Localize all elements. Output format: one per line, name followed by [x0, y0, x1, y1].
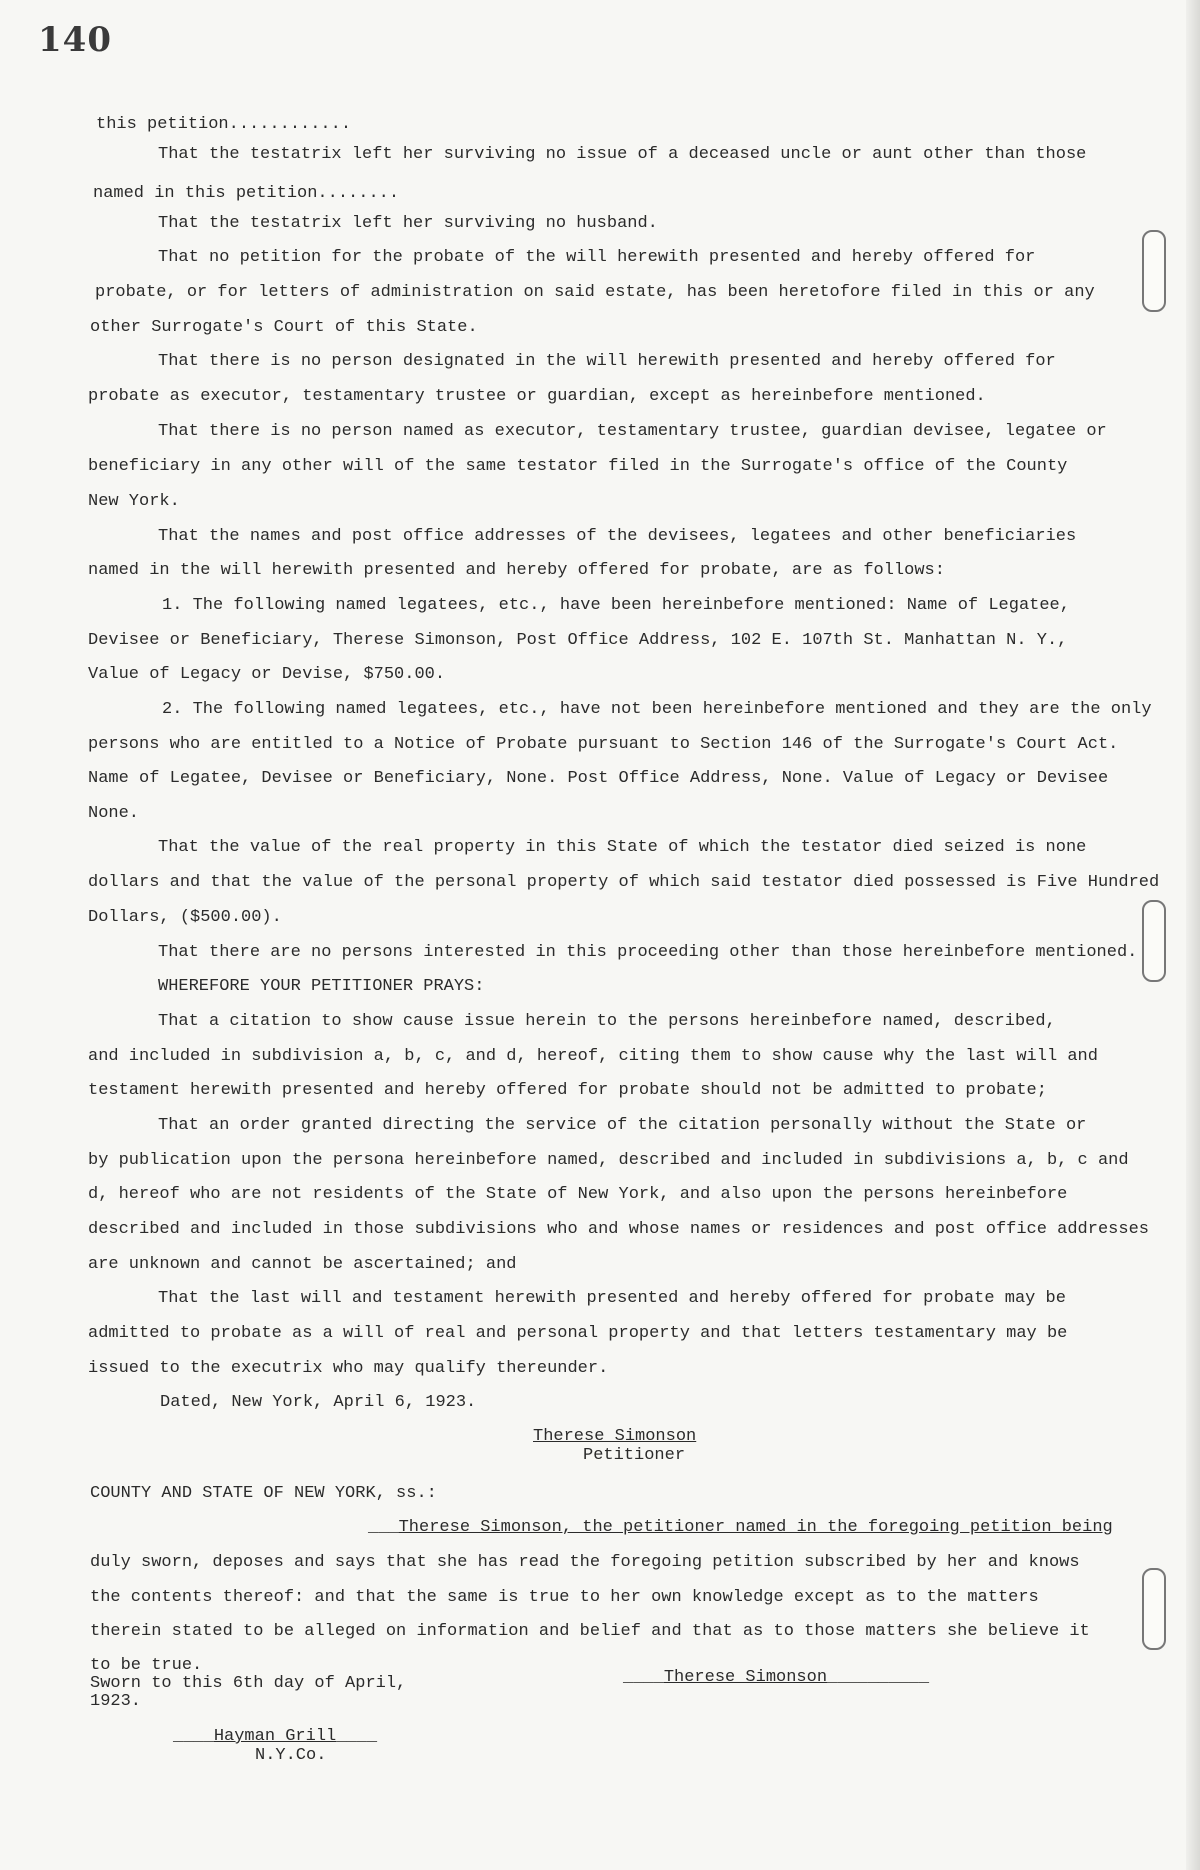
text-line: and included in subdivision a, b, c, and d, hereof, citing them to show cause why the last will and: [88, 1047, 1098, 1066]
sworn-line: Sworn to this 6th day of April,: [90, 1674, 407, 1693]
text-line: Dated, New York, April 6, 1923.: [160, 1393, 477, 1412]
venue-line: COUNTY AND STATE OF NEW YORK, ss.:: [90, 1484, 437, 1503]
notary-county: N.Y.Co.: [255, 1746, 327, 1765]
text-line: Devisee or Beneficiary, Therese Simonson, Post Office Address, 102 E. 107th St. Manhattan N. Y.,: [88, 631, 1068, 650]
affiant-signature: Therese Simonson: [663, 1668, 828, 1687]
text-line: That the testatrix left her surviving no issue of a deceased uncle or aunt other than those: [158, 145, 1087, 164]
text-line: That there is no person named as executor, testamentary trustee, guardian devisee, legatee or: [158, 422, 1107, 441]
verification-line: to be true.: [90, 1656, 203, 1675]
text-line: other Surrogate's Court of this State.: [90, 318, 478, 337]
text-line: That no petition for the probate of the will herewith presented and hereby offered for: [158, 248, 1036, 267]
text-line: by publication upon the persona hereinbefore named, described and included in subdivisions a, b, c and: [88, 1151, 1129, 1170]
text-line: admitted to probate as a will of real and personal property and that letters testamentary may be: [88, 1324, 1068, 1343]
binder-hole: [1142, 900, 1166, 982]
sworn-year: 1923.: [90, 1692, 142, 1711]
text-line: issued to the executrix who may qualify thereunder.: [88, 1359, 609, 1378]
binder-hole: [1142, 230, 1166, 312]
text-line: named in this petition........: [93, 184, 400, 203]
text-line: That an order granted directing the service of the citation personally without the State or: [158, 1116, 1087, 1135]
text-line: Dollars, ($500.00).: [88, 908, 282, 927]
verification-line: the contents thereof: and that the same is true to her own knowledge except as to the matters: [90, 1588, 1039, 1607]
verification-line-text: Therese Simonson, the petitioner named in the foregoing petition being: [398, 1518, 1113, 1537]
page-edge-shadow: [1186, 0, 1200, 1870]
text-line: That the testatrix left her surviving no husband.: [158, 214, 658, 233]
page-number: 140: [38, 20, 112, 60]
petitioner-title: Petitioner: [583, 1446, 686, 1465]
affiant-signature-line: ____Therese Simonson__________: [623, 1668, 930, 1687]
verification-line: therein stated to be alleged on information and belief and that as to those matters she believe it: [90, 1622, 1090, 1641]
text-line: That there are no persons interested in this proceeding other than those hereinbefore mentioned.: [158, 943, 1138, 962]
text-line: named in the will herewith presented and hereby offered for probate, are as follows:: [88, 561, 945, 580]
text-line: None.: [88, 804, 140, 823]
text-line: That the last will and testament herewith presented and hereby offered for probate may be: [158, 1289, 1066, 1308]
text-line: That there is no person designated in the will herewith presented and hereby offered for: [158, 352, 1056, 371]
petitioner-signature: Therese Simonson: [533, 1427, 697, 1446]
text-line: probate as executor, testamentary trustee or guardian, except as hereinbefore mentioned.: [88, 387, 986, 406]
text-line: That the names and post office addresses of the devisees, legatees and other beneficiaries: [158, 527, 1077, 546]
text-line: are unknown and cannot be ascertained; and: [88, 1255, 517, 1274]
text-line: probate, or for letters of administration on said estate, has been heretofore filed in this or any: [95, 283, 1095, 302]
binder-hole: [1142, 1568, 1166, 1650]
text-line: described and included in those subdivisions who and whose names or residences and post office addresses: [88, 1220, 1149, 1239]
text-line: this petition............: [96, 115, 352, 134]
text-line: WHEREFORE YOUR PETITIONER PRAYS:: [158, 977, 485, 996]
text-line: persons who are entitled to a Notice of Probate pursuant to Section 146 of the Surrogate's Court Act.: [88, 735, 1119, 754]
text-line: 2. The following named legatees, etc., have not been hereinbefore mentioned and they are the only: [162, 700, 1152, 719]
text-line: Value of Legacy or Devise, $750.00.: [88, 665, 446, 684]
verification-line: ___Therese Simonson, the petitioner named in the foregoing petition being: [368, 1518, 1113, 1537]
text-line: That the value of the real property in this State of which the testator died seized is none: [158, 838, 1087, 857]
text-line: Name of Legatee, Devisee or Beneficiary, None. Post Office Address, None. Value of Legacy or Devisee: [88, 769, 1109, 788]
text-line: dollars and that the value of the personal property of which said testator died possessed is Five Hundred: [88, 873, 1160, 892]
text-line: 1. The following named legatees, etc., have been hereinbefore mentioned: Name of Legatee,: [162, 596, 1070, 615]
text-line: beneficiary in any other will of the same testator filed in the Surrogate's office of the County: [88, 457, 1068, 476]
notary-signature: Hayman Grill: [213, 1727, 337, 1746]
text-line: New York.: [88, 492, 180, 511]
verification-line: duly sworn, deposes and says that she has read the foregoing petition subscribed by her and knows: [90, 1553, 1080, 1572]
text-line: That a citation to show cause issue herein to the persons hereinbefore named, described,: [158, 1012, 1056, 1031]
text-line: testament herewith presented and hereby offered for probate should not be admitted to probate;: [88, 1081, 1047, 1100]
text-line: d, hereof who are not residents of the State of New York, and also upon the persons hereinbefore: [88, 1185, 1068, 1204]
notary-signature-line: ____Hayman Grill____: [173, 1727, 378, 1746]
